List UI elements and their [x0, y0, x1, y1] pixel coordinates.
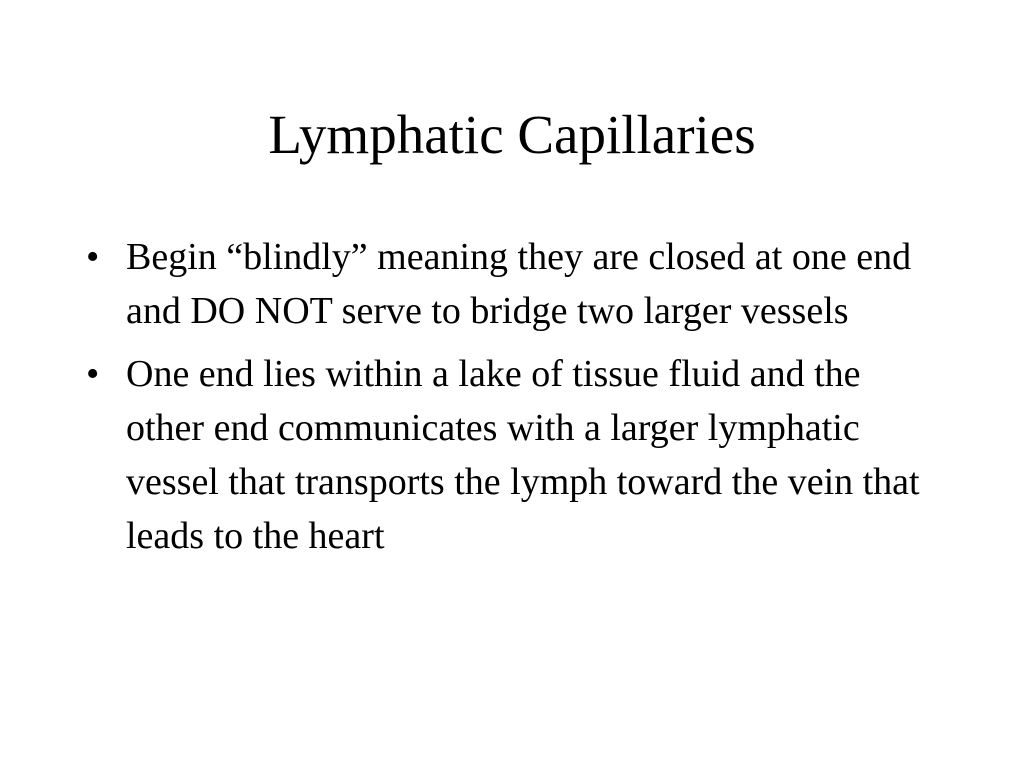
bullet-text: One end lies within a lake of tissue fluid and the other end communicates with a larger lymphatic vessel that transports the lymph toward the vein that leads to the heart	[126, 353, 920, 557]
bullet-item	[86, 347, 936, 563]
bullet-item	[86, 230, 936, 338]
bullet-icon: •	[86, 236, 100, 278]
bullet-list	[86, 230, 936, 572]
bullet-icon: •	[86, 353, 100, 395]
bullet-text: Begin “blindly” meaning they are closed at one end and DO NOT serve to bridge two larger vessels	[126, 236, 912, 332]
slide-title: Lymphatic Capillaries	[268, 104, 756, 165]
